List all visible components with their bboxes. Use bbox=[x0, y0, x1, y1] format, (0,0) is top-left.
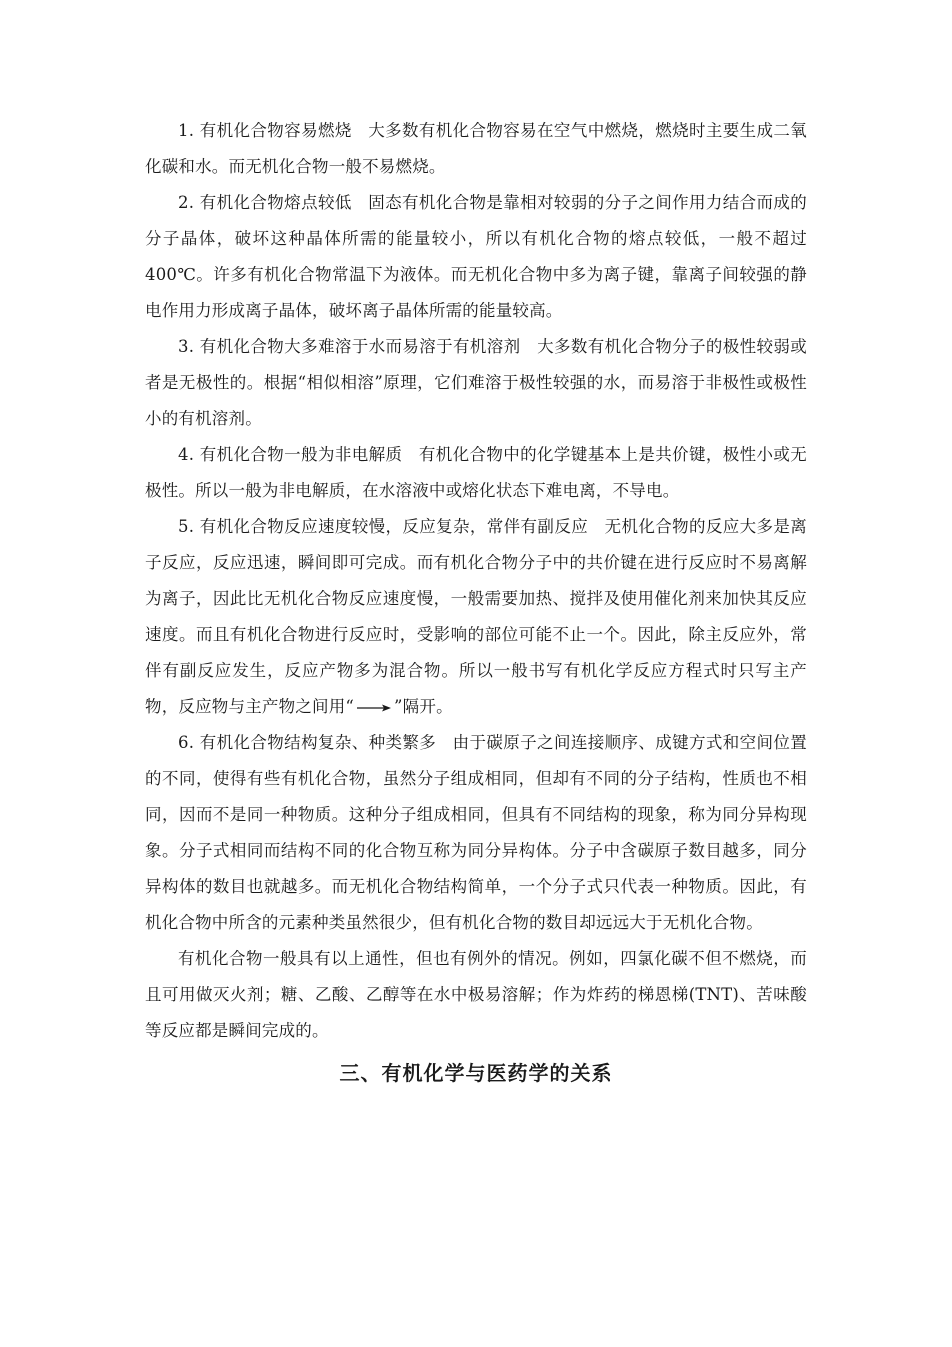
paragraph-5-lead: 5. 有机化合物反应速度较慢，反应复杂，常伴有副反应 bbox=[178, 517, 589, 536]
paragraph-1-body: 大多数有机化合物容易在空气中燃烧，燃烧时主要生成二氧化碳和水。而无机化合物一般不易燃烧。 bbox=[145, 121, 807, 176]
body-text bbox=[145, 113, 807, 1091]
paragraph-7 bbox=[145, 941, 807, 1049]
paragraph-2-lead: 2. 有机化合物熔点较低 bbox=[178, 193, 352, 212]
paragraph-4 bbox=[145, 437, 807, 509]
paragraph-4-lead: 4. 有机化合物一般为非电解质 bbox=[178, 445, 403, 464]
paragraph-6-body: 由于碳原子之间连接顺序、成键方式和空间位置的不同，使得有些有机化合物，虽然分子组成相同，但却有不同的分子结构，性质也不相同，因而不是同一种物质。这种分子组成相同，但具有不同结构的现象，称为同分异构现象。分子式相同而结构不同的化合物互称为同分异构体。分子中含碳原子数目越多，同分异构体的数目也就越多。而无机化合物结构简单，一个分子式只代表一种物质。因此，有机化合物中所含的元素种类虽然很少，但有机化合物的数目却远远大于无机化合物。 bbox=[145, 733, 808, 932]
paragraph-5-tail: ”隔开。 bbox=[394, 697, 453, 716]
paragraph-4-body: 有机化合物中的化学键基本上是共价键，极性小或无极性。所以一般为非电解质，在水溶液中或熔化状态下难电离，不导电。 bbox=[145, 445, 807, 500]
paragraph-5 bbox=[145, 509, 807, 725]
section-heading: 三、有机化学与医药学的关系 bbox=[339, 1061, 613, 1085]
paragraph-3 bbox=[145, 329, 807, 437]
paragraph-6 bbox=[145, 725, 807, 941]
paragraph-2-body: 固态有机化合物是靠相对较弱的分子之间作用力结合而成的分子晶体，破坏这种晶体所需的能量较小，所以有机化合物的熔点较低，一般不超过 400℃。许多有机化合物常温下为液体。而无机化合物中多为离子键，靠离子间较强的静电作用力形成离子晶体，破坏离子晶体所需的能量较高。 bbox=[145, 193, 807, 320]
paragraph-2 bbox=[145, 185, 807, 329]
paragraph-1-lead: 1. 有机化合物容易燃烧 bbox=[178, 121, 352, 140]
paragraph-6-lead: 6. 有机化合物结构复杂、种类繁多 bbox=[178, 733, 437, 752]
paragraph-7-body: 有机化合物一般具有以上通性，但也有例外的情况。例如，四氯化碳不但不燃烧，而且可用做灭火剂；糖、乙酸、乙醇等在水中极易溶解；作为炸药的梯恩梯(TNT)、苦味酸等反应都是瞬间完成的。 bbox=[145, 949, 807, 1040]
reaction-arrow-icon bbox=[357, 703, 391, 713]
paragraph-1 bbox=[145, 113, 807, 185]
paragraph-5-body: 无机化合物的反应大多是离子反应，反应迅速，瞬间即可完成。而有机化合物分子中的共价键在进行反应时不易离解为离子，因此比无机化合物反应速度慢，一般需要加热、搅拌及使用催化剂来加快其反应速度。而且有机化合物进行反应时，受影响的部位可能不止一个。因此，除主反应外，常伴有副反应发生，反应产物多为混合物。所以一般书写有机化学反应方程式时只写主产物，反应物与主产物之间用“ bbox=[145, 517, 808, 716]
paragraph-3-lead: 3. 有机化合物大多难溶于水而易溶于有机溶剂 bbox=[178, 337, 521, 356]
paragraph-3-body: 大多数有机化合物分子的极性较弱或者是无极性的。根据“相似相溶”原理，它们难溶于极性较强的水，而易溶于非极性或极性小的有机溶剂。 bbox=[145, 337, 808, 428]
